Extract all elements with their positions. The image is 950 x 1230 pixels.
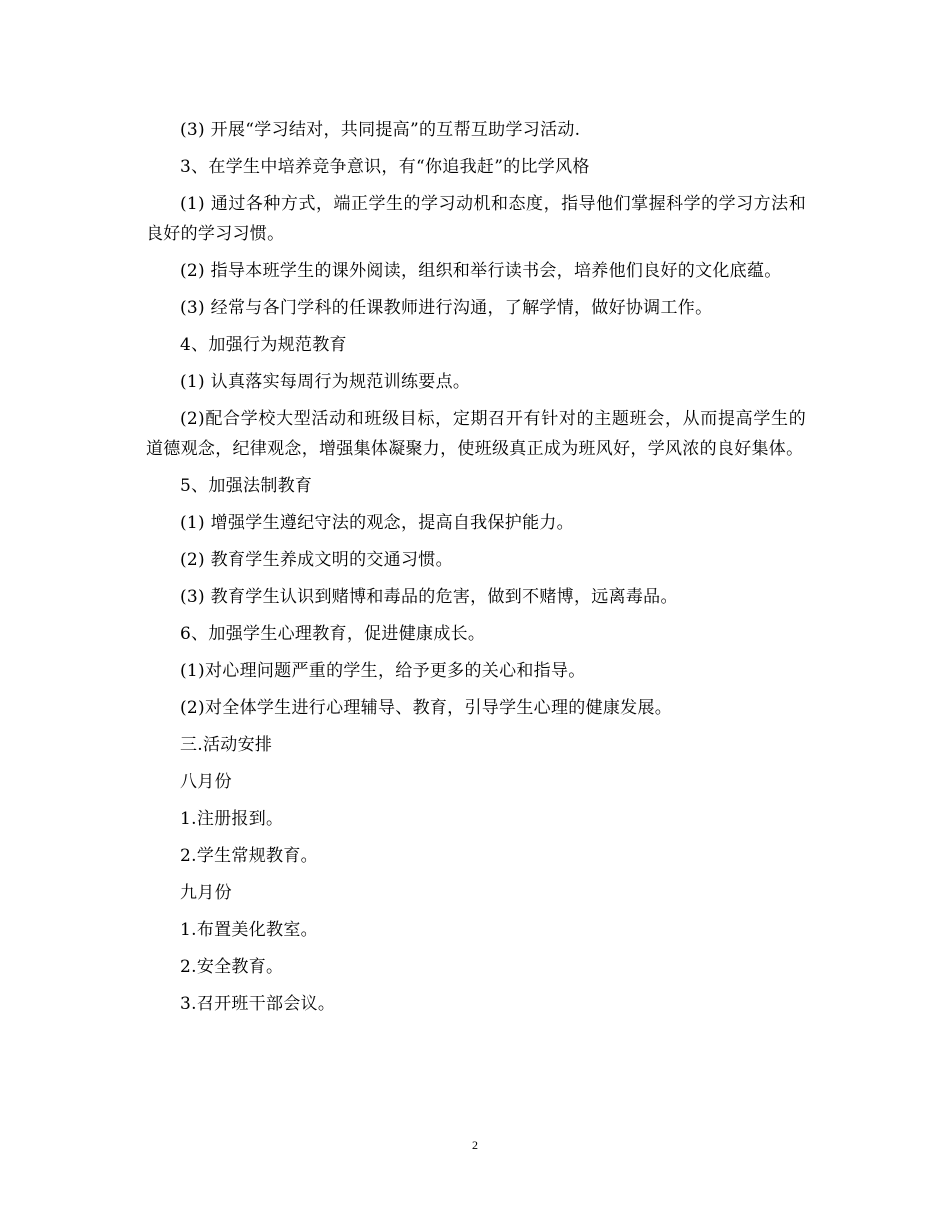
paragraph: 3、在学生中培养竞争意识，有“你追我赶”的比学风格	[180, 157, 590, 177]
paragraph: (1) 通过各种方式，端正学生的学习动机和态度，指导他们掌握科学的学习方法和良好的学习习惯。	[146, 194, 806, 244]
list-item: 2.安全教育。	[180, 957, 284, 977]
paragraph: (3) 教育学生认识到赌博和毒品的危害，做到不赌博，远离毒品。	[180, 587, 678, 607]
section-heading: 三.活动安排	[180, 735, 273, 755]
month-heading: 九月份	[180, 883, 232, 903]
paragraph: (3) 开展“学习结对，共同提高”的互帮互助学习活动.	[180, 120, 581, 140]
page-number: 2	[472, 1138, 478, 1152]
section-heading: 6、加强学生心理教育，促进健康成长。	[180, 624, 486, 644]
list-item: 1.布置美化教室。	[180, 920, 318, 940]
paragraph: (2)配合学校大型活动和班级目标，定期召开有针对的主题班会，从而提高学生的道德观念，纪律观念，增强集体凝聚力，使班级真正成为班风好，学风浓的良好集体。	[146, 409, 806, 459]
month-heading: 八月份	[180, 772, 232, 792]
list-item: 1.注册报到。	[180, 809, 284, 829]
document-body	[146, 115, 806, 1026]
section-heading: 5、加强法制教育	[180, 476, 313, 496]
paragraph: (3) 经常与各门学科的任课教师进行沟通，了解学情，做好协调工作。	[180, 298, 713, 318]
paragraph: (1) 认真落实每周行为规范训练要点。	[180, 372, 471, 392]
paragraph: (1)对心理问题严重的学生，给予更多的关心和指导。	[180, 661, 586, 681]
paragraph: (2)对全体学生进行心理辅导、教育，引导学生心理的健康发展。	[180, 698, 673, 718]
paragraph: (1) 增强学生遵纪守法的观念，提高自我保护能力。	[180, 513, 574, 533]
paragraph: (2) 教育学生养成文明的交通习惯。	[180, 550, 453, 570]
list-item: 2.学生常规教育。	[180, 846, 318, 866]
list-item: 3.召开班干部会议。	[180, 994, 336, 1014]
section-heading: 4、加强行为规范教育	[180, 335, 347, 355]
paragraph: (2) 指导本班学生的课外阅读，组织和举行读书会，培养他们良好的文化底蕴。	[180, 261, 782, 281]
